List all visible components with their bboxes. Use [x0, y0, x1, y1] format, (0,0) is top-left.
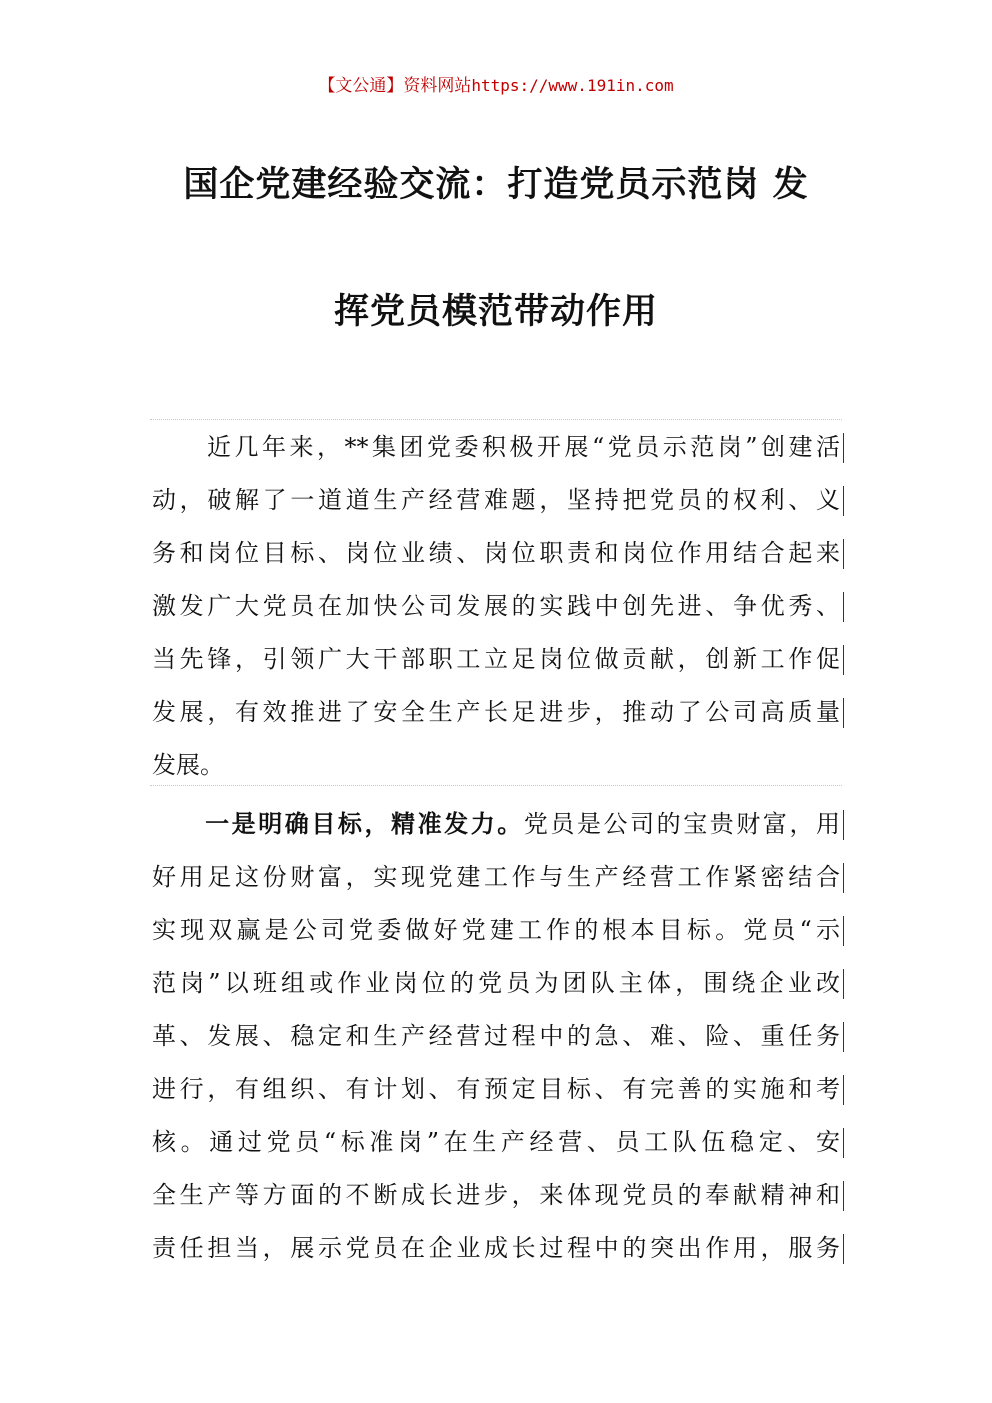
paragraph-divider [150, 785, 842, 786]
line-end-marker [843, 539, 844, 569]
paragraph-lead-heading: 一是明确目标，精准发力。 [152, 810, 524, 838]
line-end-marker [843, 433, 844, 463]
text-line-content: 实现双赢是公司党委做好党建工作的根本目标。党员“示 [152, 916, 840, 944]
text-line-content: 发展，有效推进了安全生产长足进步，推动了公司高质量 [152, 698, 840, 726]
text-line-content: 范岗”以班组或作业岗位的党员为团队主体，围绕企业改 [152, 969, 840, 997]
text-line-content: 好用足这份财富，实现党建工作与生产经营工作紧密结合 [152, 863, 840, 891]
line-end-marker [843, 592, 844, 622]
document-title-line-2: 挥党员模范带动作用 [333, 292, 658, 332]
text-line [152, 580, 840, 633]
line-end-marker [843, 1075, 844, 1105]
line-end-marker [843, 486, 844, 516]
site-brand: 【文公通】资料网站 [318, 76, 472, 96]
text-line [152, 633, 840, 686]
text-line-content: 进行，有组织、有计划、有预定目标、有完善的实施和考 [152, 1075, 840, 1103]
line-end-marker [843, 1234, 844, 1264]
text-line-content: 激发广大党员在加快公司发展的实践中创先进、争优秀、 [152, 592, 840, 620]
text-line-content: 近几年来，**集团党委积极开展“党员示范岗”创建活 [152, 433, 840, 461]
text-line [152, 851, 840, 904]
text-line-content: 责任担当，展示党员在企业成长过程中的突出作用，服务 [152, 1234, 840, 1262]
line-end-marker [843, 969, 844, 999]
text-line-content: 党员是公司的宝贵财富，用 [523, 810, 841, 838]
text-line [152, 798, 840, 851]
line-end-marker [843, 916, 844, 946]
text-line-content: 当先锋，引领广大干部职工立足岗位做贡献，创新工作促 [152, 645, 840, 673]
site-header [0, 74, 992, 98]
line-end-marker [843, 810, 844, 840]
text-line-content: 全生产等方面的不断成长进步，来体现党员的奉献精神和 [152, 1181, 840, 1209]
text-line-content: 务和岗位目标、岗位业绩、岗位职责和岗位作用结合起来 [152, 539, 840, 567]
text-line [152, 527, 840, 580]
paragraph-goals [152, 798, 840, 1275]
text-line [152, 957, 840, 1010]
line-end-marker [843, 1181, 844, 1211]
line-end-marker [843, 863, 844, 893]
document-title-line-1: 国企党建经验交流：打造党员示范岗 发 [183, 165, 809, 205]
text-line-content: 动，破解了一道道生产经营难题，坚持把党员的权利、义 [152, 486, 840, 514]
line-end-marker [843, 1128, 844, 1158]
text-line [152, 1222, 840, 1275]
site-url[interactable]: https://www.191in.com [471, 76, 674, 95]
text-line [152, 1116, 840, 1169]
paragraph-divider [150, 419, 842, 420]
text-line [152, 1010, 840, 1063]
text-line [152, 904, 840, 957]
text-line [152, 474, 840, 527]
text-line [152, 1169, 840, 1222]
text-line-content: 发展。 [152, 751, 224, 779]
text-line-content: 革、发展、稳定和生产经营过程中的急、难、险、重任务 [152, 1022, 840, 1050]
line-end-marker [843, 645, 844, 675]
text-line [152, 1063, 840, 1116]
paragraph-intro [152, 421, 840, 792]
text-line-content: 核。通过党员“标准岗”在生产经营、员工队伍稳定、安 [152, 1128, 840, 1156]
line-end-marker [843, 698, 844, 728]
line-end-marker [843, 1022, 844, 1052]
text-line [152, 421, 840, 474]
text-line [152, 686, 840, 739]
